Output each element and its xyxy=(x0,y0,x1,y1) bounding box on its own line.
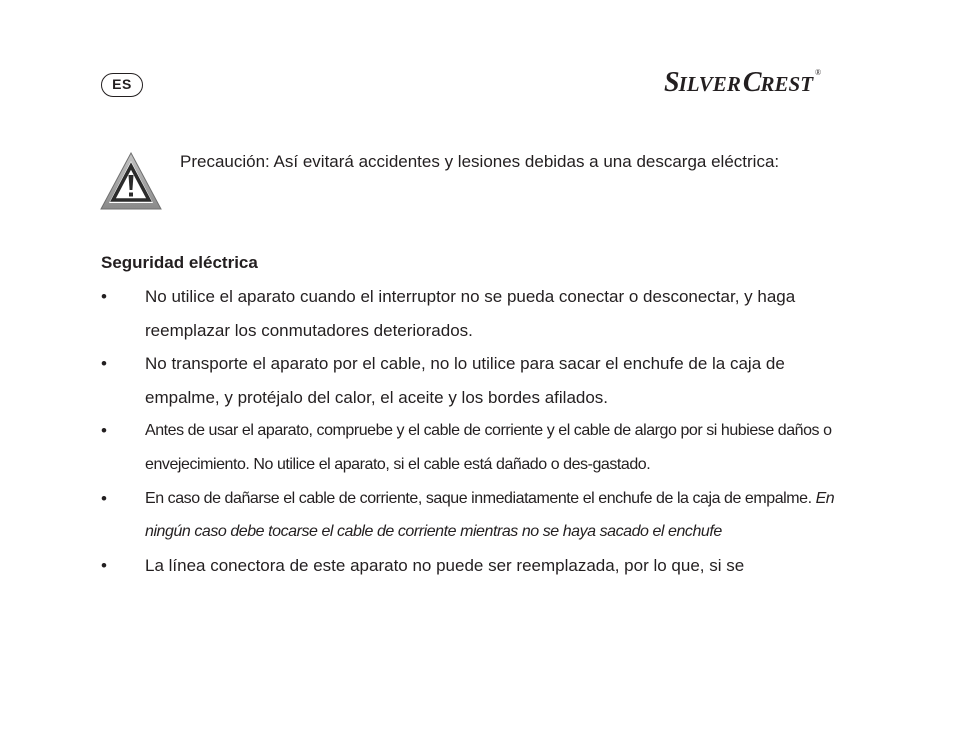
list-item-text: La línea conectora de este aparato no puede ser reemplazada, por lo que, si se xyxy=(145,555,745,575)
bullet: • xyxy=(101,287,107,306)
language-badge: ES xyxy=(101,73,143,97)
registered-mark: ® xyxy=(815,68,822,77)
section-title: Seguridad eléctrica xyxy=(101,253,258,272)
list-item-italic-text: En ningún caso debe tocarse el cable de corriente mientras no se haya sacado el enchufe xyxy=(145,489,835,541)
list-item xyxy=(101,482,861,549)
list-item-text: No utilice el aparato cuando el interruptor no se pueda conectar o desconectar, y haga reemplazar los conmutadores deteriorados. xyxy=(145,287,796,340)
bullet: • xyxy=(101,488,107,508)
safety-list xyxy=(101,280,861,582)
list-item xyxy=(101,414,861,481)
silvercrest-logo xyxy=(664,60,856,100)
logo-silver: ILVER xyxy=(678,72,741,96)
caution-text: Precaución: Así evitará accidentes y lesiones debidas a una descarga eléctrica: xyxy=(180,152,780,171)
list-item-text: No transporte el aparato por el cable, no lo utilice para sacar el enchufe de la caja de empalme, y protéjalo del calor, el aceite y los bordes afilados. xyxy=(145,354,785,407)
list-item xyxy=(101,549,861,583)
svg-text:SILVERCREST® xyxy=(664,67,821,98)
bullet: • xyxy=(101,555,107,575)
logo-letter-c: C xyxy=(742,67,762,98)
list-item-text: En caso de dañarse el cable de corriente, saque inmediatamente el enchufe de la caja de empalme. xyxy=(145,489,816,507)
list-item-text: Antes de usar el aparato, compruebe y el cable de corriente y el cable de alargo por si hubiese daños o envejecimiento. No utilice el aparato, si el cable está dañado o des-gastado. xyxy=(145,422,832,473)
bullet: • xyxy=(101,354,107,374)
list-item xyxy=(101,347,861,414)
logo-crest: REST xyxy=(760,72,814,96)
bullet: • xyxy=(101,421,107,441)
warning-triangle-icon xyxy=(100,152,162,212)
logo-letter-s: S xyxy=(664,67,680,98)
list-item xyxy=(101,280,861,347)
